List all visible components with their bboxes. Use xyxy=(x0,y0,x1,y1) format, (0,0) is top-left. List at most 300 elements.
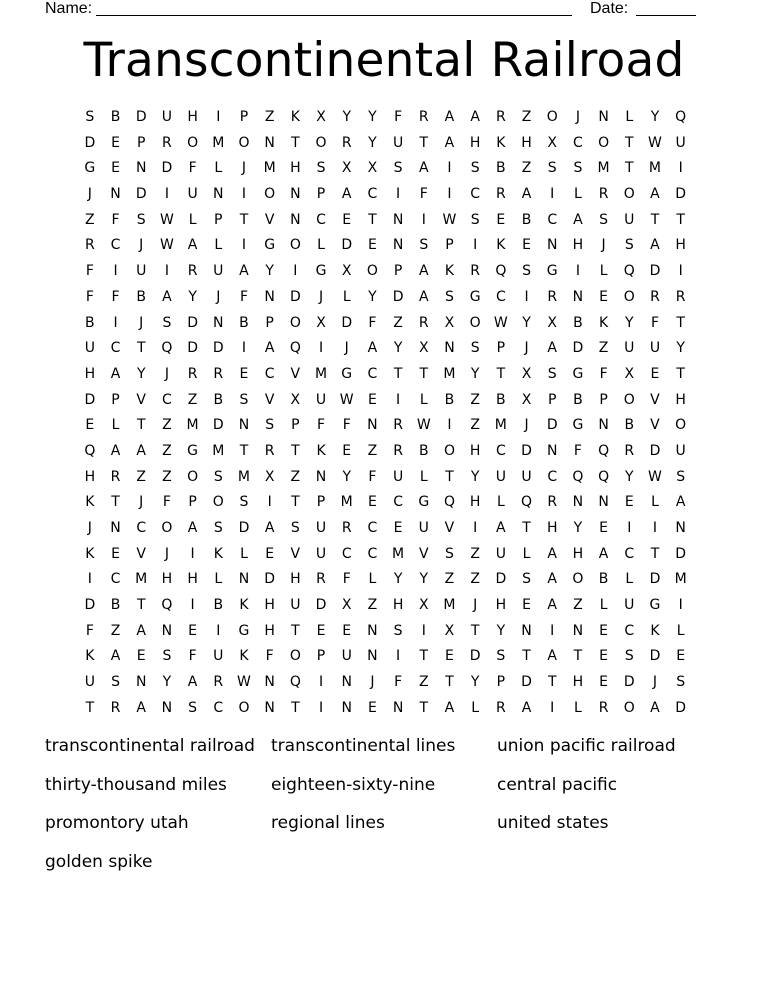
grid-letter[interactable]: X xyxy=(547,314,558,331)
grid-letter[interactable]: D xyxy=(469,648,481,665)
grid-letter[interactable]: X xyxy=(341,597,352,614)
grid-letter[interactable]: A xyxy=(110,648,121,665)
grid-letter[interactable]: M xyxy=(340,494,353,511)
grid-letter[interactable]: M xyxy=(674,571,687,588)
grid-letter[interactable]: B xyxy=(110,597,121,614)
grid-letter[interactable]: H xyxy=(469,442,481,459)
grid-letter[interactable]: G xyxy=(469,288,481,305)
grid-letter[interactable]: A xyxy=(675,494,686,511)
grid-letter[interactable]: X xyxy=(418,597,429,614)
grid-letter[interactable]: D xyxy=(623,674,635,691)
grid-letter[interactable]: S xyxy=(393,160,403,177)
grid-letter[interactable]: N xyxy=(264,134,275,151)
grid-letter[interactable]: T xyxy=(445,468,454,485)
grid-letter[interactable]: A xyxy=(521,699,532,716)
grid-letter[interactable]: I xyxy=(87,571,92,588)
grid-letter[interactable]: X xyxy=(316,109,326,125)
grid-letter[interactable]: A xyxy=(573,211,583,228)
grid-letter[interactable]: N xyxy=(290,186,301,203)
grid-letter[interactable]: S xyxy=(470,211,480,228)
grid-letter[interactable]: H xyxy=(84,468,96,485)
grid-letter[interactable]: G xyxy=(187,442,199,459)
grid-letter[interactable]: R xyxy=(316,571,326,588)
grid-letter[interactable]: D xyxy=(135,109,147,125)
date-input-line[interactable] xyxy=(636,15,696,16)
grid-letter[interactable]: F xyxy=(85,622,94,639)
grid-letter[interactable]: B xyxy=(418,442,429,459)
grid-letter[interactable]: I xyxy=(318,674,324,691)
grid-letter[interactable]: Z xyxy=(521,109,532,125)
grid-letter[interactable]: Z xyxy=(136,468,147,485)
grid-letter[interactable]: D xyxy=(649,571,661,588)
grid-letter[interactable]: A xyxy=(650,186,660,203)
grid-letter[interactable]: U xyxy=(315,520,327,536)
grid-letter[interactable]: N xyxy=(392,699,404,716)
grid-letter[interactable]: O xyxy=(238,699,250,716)
grid-letter[interactable]: N xyxy=(572,494,584,511)
grid-letter[interactable]: N xyxy=(392,211,404,228)
grid-letter[interactable]: X xyxy=(547,134,558,151)
grid-letter[interactable]: I xyxy=(190,597,195,614)
grid-letter[interactable]: W xyxy=(159,211,174,228)
grid-letter[interactable]: K xyxy=(85,545,95,562)
grid-letter[interactable]: H xyxy=(572,674,584,691)
grid-letter[interactable]: D xyxy=(315,597,327,614)
grid-letter[interactable]: T xyxy=(136,597,146,614)
grid-letter[interactable]: D xyxy=(135,186,147,203)
grid-letter[interactable]: G xyxy=(315,263,327,280)
grid-letter[interactable]: W xyxy=(648,134,662,151)
grid-letter[interactable]: A xyxy=(496,520,506,536)
grid-letter[interactable]: I xyxy=(113,314,118,331)
grid-letter[interactable]: H xyxy=(84,365,96,382)
grid-letter[interactable]: I xyxy=(421,211,426,228)
grid-letter[interactable]: N xyxy=(213,314,224,331)
grid-letter[interactable]: I xyxy=(318,699,324,716)
grid-letter[interactable]: N xyxy=(675,520,686,536)
grid-letter[interactable]: A xyxy=(650,699,660,716)
grid-letter[interactable]: A xyxy=(187,237,198,254)
grid-letter[interactable]: C xyxy=(136,520,147,536)
grid-letter[interactable]: J xyxy=(344,340,349,357)
grid-letter[interactable]: M xyxy=(597,160,610,177)
grid-letter[interactable]: S xyxy=(470,340,480,357)
grid-letter[interactable]: N xyxy=(367,417,378,434)
grid-letter[interactable]: T xyxy=(419,365,429,382)
grid-letter[interactable]: R xyxy=(470,263,481,280)
grid-letter[interactable]: Y xyxy=(419,571,429,588)
grid-letter[interactable]: F xyxy=(111,211,120,228)
grid-letter[interactable]: H xyxy=(161,571,173,588)
grid-letter[interactable]: J xyxy=(652,674,658,691)
grid-letter[interactable]: H xyxy=(546,520,558,536)
grid-letter[interactable]: E xyxy=(650,365,660,382)
grid-letter[interactable]: Z xyxy=(470,417,480,434)
grid-letter[interactable]: N xyxy=(238,571,250,588)
grid-letter[interactable]: H xyxy=(572,237,584,254)
grid-letter[interactable]: B xyxy=(573,391,583,408)
grid-letter[interactable]: V xyxy=(444,520,455,536)
grid-letter[interactable]: I xyxy=(447,160,452,177)
grid-letter[interactable]: A xyxy=(239,263,249,280)
grid-letter[interactable]: G xyxy=(572,417,584,434)
grid-letter[interactable]: J xyxy=(87,520,92,536)
grid-letter[interactable]: K xyxy=(496,134,506,151)
grid-letter[interactable]: O xyxy=(161,520,173,536)
grid-letter[interactable]: C xyxy=(316,211,326,228)
grid-letter[interactable]: X xyxy=(290,391,301,408)
grid-letter[interactable]: L xyxy=(214,237,223,254)
grid-letter[interactable]: L xyxy=(522,545,531,562)
grid-letter[interactable]: Y xyxy=(393,340,403,357)
grid-letter[interactable]: L xyxy=(651,494,659,511)
grid-letter[interactable]: C xyxy=(367,545,378,562)
grid-letter[interactable]: F xyxy=(419,186,428,203)
grid-letter[interactable]: R xyxy=(418,314,429,331)
grid-letter[interactable]: S xyxy=(111,674,120,691)
grid-letter[interactable]: A xyxy=(341,186,352,203)
grid-letter[interactable]: E xyxy=(239,365,249,382)
grid-letter[interactable]: H xyxy=(675,391,686,408)
grid-letter[interactable]: Y xyxy=(188,288,197,305)
grid-letter[interactable]: F xyxy=(162,494,171,511)
grid-letter[interactable]: J xyxy=(139,314,144,331)
grid-letter[interactable]: E xyxy=(111,545,120,562)
grid-letter[interactable]: R xyxy=(84,237,95,254)
grid-letter[interactable]: H xyxy=(187,571,198,588)
grid-letter[interactable]: R xyxy=(624,442,635,459)
grid-letter[interactable]: Z xyxy=(521,160,532,177)
grid-letter[interactable]: V xyxy=(136,391,146,408)
grid-letter[interactable]: I xyxy=(241,237,247,254)
grid-letter[interactable]: I xyxy=(652,520,658,536)
grid-letter[interactable]: J xyxy=(473,597,478,614)
grid-letter[interactable]: Y xyxy=(470,674,480,691)
grid-letter[interactable]: T xyxy=(239,442,249,459)
grid-letter[interactable]: Z xyxy=(290,468,301,485)
grid-letter[interactable]: I xyxy=(575,263,580,280)
grid-letter[interactable]: D xyxy=(572,340,584,357)
grid-letter[interactable]: U xyxy=(495,545,506,562)
grid-letter[interactable]: D xyxy=(187,340,198,357)
grid-letter[interactable]: T xyxy=(136,417,146,434)
grid-letter[interactable]: A xyxy=(136,442,146,459)
grid-letter[interactable]: U xyxy=(290,597,301,614)
grid-letter[interactable]: Z xyxy=(418,674,429,691)
grid-letter[interactable]: T xyxy=(496,365,506,382)
grid-letter[interactable]: T xyxy=(470,622,480,639)
grid-letter[interactable]: Q xyxy=(289,340,301,357)
grid-letter[interactable]: N xyxy=(572,622,584,639)
grid-letter[interactable]: A xyxy=(598,545,609,562)
grid-letter[interactable]: P xyxy=(316,648,326,665)
grid-letter[interactable]: C xyxy=(367,186,378,203)
name-input-line[interactable] xyxy=(96,15,572,16)
grid-letter[interactable]: R xyxy=(598,699,609,716)
grid-letter[interactable]: F xyxy=(188,648,197,665)
grid-letter[interactable]: N xyxy=(110,520,121,536)
grid-letter[interactable]: J xyxy=(139,237,144,254)
grid-letter[interactable]: S xyxy=(85,109,95,125)
grid-letter[interactable]: P xyxy=(265,314,274,331)
grid-letter[interactable]: M xyxy=(443,365,456,382)
grid-letter[interactable]: Y xyxy=(368,134,377,151)
grid-letter[interactable]: B xyxy=(624,417,635,434)
grid-letter[interactable]: T xyxy=(573,648,583,665)
grid-letter[interactable]: B xyxy=(85,314,95,331)
grid-letter[interactable]: K xyxy=(239,648,249,665)
grid-letter[interactable]: D xyxy=(212,417,224,434)
grid-letter[interactable]: W xyxy=(416,417,431,434)
grid-letter[interactable]: Z xyxy=(573,597,583,614)
grid-letter[interactable]: R xyxy=(213,365,224,382)
grid-letter[interactable]: E xyxy=(367,699,377,716)
grid-letter[interactable]: X xyxy=(418,340,429,357)
grid-letter[interactable]: S xyxy=(522,571,531,588)
grid-letter[interactable]: J xyxy=(575,109,580,125)
grid-letter[interactable]: D xyxy=(521,442,532,459)
grid-letter[interactable]: W xyxy=(339,391,354,408)
grid-letter[interactable]: U xyxy=(84,674,95,691)
grid-letter[interactable]: F xyxy=(265,648,274,665)
grid-letter[interactable]: D xyxy=(238,520,250,536)
grid-letter[interactable]: F xyxy=(368,314,377,331)
grid-letter[interactable]: Z xyxy=(162,417,172,434)
grid-letter[interactable]: Q xyxy=(623,263,635,280)
grid-letter[interactable]: G xyxy=(264,237,276,254)
grid-letter[interactable]: A xyxy=(367,340,378,357)
grid-letter[interactable]: D xyxy=(675,545,687,562)
grid-letter[interactable]: J xyxy=(87,186,92,203)
grid-letter[interactable]: A xyxy=(264,340,275,357)
grid-letter[interactable]: E xyxy=(599,674,609,691)
grid-letter[interactable]: S xyxy=(624,648,634,665)
grid-letter[interactable]: M xyxy=(186,417,199,434)
grid-letter[interactable]: K xyxy=(213,545,223,562)
grid-letter[interactable]: I xyxy=(550,699,555,716)
grid-letter[interactable]: G xyxy=(572,365,584,382)
grid-letter[interactable]: Y xyxy=(625,314,634,331)
grid-letter[interactable]: U xyxy=(521,468,532,485)
grid-letter[interactable]: Y xyxy=(393,571,403,588)
grid-letter[interactable]: N xyxy=(546,442,558,459)
grid-letter[interactable]: Q xyxy=(495,263,507,280)
grid-letter[interactable]: B xyxy=(496,391,506,408)
grid-letter[interactable]: M xyxy=(443,597,456,614)
grid-letter[interactable]: B xyxy=(496,160,506,177)
grid-letter[interactable]: P xyxy=(496,340,506,357)
grid-letter[interactable]: N xyxy=(315,468,327,485)
grid-letter[interactable]: R xyxy=(495,109,506,125)
grid-letter[interactable]: X xyxy=(444,622,455,639)
grid-letter[interactable]: Y xyxy=(676,340,685,357)
grid-letter[interactable]: T xyxy=(650,545,660,562)
grid-letter[interactable]: L xyxy=(214,160,223,177)
grid-letter[interactable]: W xyxy=(442,211,457,228)
grid-letter[interactable]: O xyxy=(598,134,610,151)
grid-letter[interactable]: R xyxy=(495,699,506,716)
grid-letter[interactable]: G xyxy=(238,622,250,639)
grid-letter[interactable]: L xyxy=(188,211,197,228)
grid-letter[interactable]: E xyxy=(599,622,609,639)
grid-letter[interactable]: N xyxy=(290,211,301,228)
grid-letter[interactable]: U xyxy=(649,340,661,357)
grid-letter[interactable]: K xyxy=(444,263,455,280)
grid-letter[interactable]: P xyxy=(316,186,326,203)
grid-letter[interactable]: S xyxy=(393,622,403,639)
grid-letter[interactable]: S xyxy=(676,674,686,691)
grid-letter[interactable]: X xyxy=(367,160,378,177)
grid-letter[interactable]: O xyxy=(289,237,301,254)
grid-letter[interactable]: U xyxy=(624,597,635,614)
grid-letter[interactable]: A xyxy=(521,186,532,203)
grid-letter[interactable]: O xyxy=(289,648,301,665)
grid-letter[interactable]: V xyxy=(136,545,146,562)
grid-letter[interactable]: R xyxy=(187,365,198,382)
grid-letter[interactable]: B xyxy=(521,211,532,228)
grid-letter[interactable]: U xyxy=(161,109,173,125)
grid-letter[interactable]: G xyxy=(84,160,96,177)
grid-letter[interactable]: T xyxy=(291,622,300,639)
grid-letter[interactable]: F xyxy=(650,314,659,331)
grid-letter[interactable]: T xyxy=(291,134,300,151)
grid-letter[interactable]: U xyxy=(315,545,327,562)
grid-letter[interactable]: U xyxy=(418,520,429,536)
grid-letter[interactable]: D xyxy=(187,314,198,331)
grid-letter[interactable]: H xyxy=(264,622,275,639)
grid-letter[interactable]: X xyxy=(341,263,352,280)
grid-letter[interactable]: Y xyxy=(342,468,351,485)
grid-letter[interactable]: U xyxy=(624,211,635,228)
grid-letter[interactable]: Y xyxy=(573,520,583,536)
grid-letter[interactable]: E xyxy=(265,545,275,562)
grid-letter[interactable]: U xyxy=(392,468,404,485)
grid-letter[interactable]: E xyxy=(599,520,609,536)
grid-letter[interactable]: V xyxy=(264,391,275,408)
grid-letter[interactable]: Y xyxy=(470,365,480,382)
grid-letter[interactable]: D xyxy=(289,288,301,305)
grid-letter[interactable]: A xyxy=(547,545,557,562)
grid-letter[interactable]: M xyxy=(263,160,276,177)
grid-letter[interactable]: T xyxy=(239,211,249,228)
grid-letter[interactable]: C xyxy=(110,237,121,254)
grid-letter[interactable]: D xyxy=(341,237,353,254)
grid-letter[interactable]: J xyxy=(164,365,169,382)
grid-letter[interactable]: I xyxy=(550,622,555,639)
grid-letter[interactable]: Z xyxy=(598,340,609,357)
grid-letter[interactable]: T xyxy=(547,674,557,691)
grid-letter[interactable]: Q xyxy=(521,494,533,511)
grid-letter[interactable]: N xyxy=(110,186,121,203)
grid-letter[interactable]: U xyxy=(341,648,352,665)
grid-letter[interactable]: S xyxy=(624,237,634,254)
grid-letter[interactable]: O xyxy=(623,186,635,203)
grid-letter[interactable]: T xyxy=(291,494,300,511)
grid-letter[interactable]: Y xyxy=(265,263,274,280)
grid-letter[interactable]: P xyxy=(239,109,249,125)
grid-letter[interactable]: F xyxy=(599,365,608,382)
grid-letter[interactable]: L xyxy=(676,622,685,639)
grid-letter[interactable]: O xyxy=(289,314,301,331)
grid-letter[interactable]: N xyxy=(264,288,275,305)
grid-letter[interactable]: Q xyxy=(161,597,173,614)
grid-letter[interactable]: Y xyxy=(496,622,506,639)
grid-letter[interactable]: H xyxy=(521,134,532,151)
grid-letter[interactable]: A xyxy=(136,622,146,639)
grid-letter[interactable]: D xyxy=(649,442,661,459)
grid-letter[interactable]: M xyxy=(648,160,662,177)
grid-letter[interactable]: Q xyxy=(675,109,687,125)
grid-letter[interactable]: E xyxy=(599,648,609,665)
grid-letter[interactable]: E xyxy=(111,160,120,177)
grid-letter[interactable]: D xyxy=(161,160,173,177)
grid-letter[interactable]: X xyxy=(341,160,352,177)
grid-letter[interactable]: C xyxy=(470,186,481,203)
grid-letter[interactable]: A xyxy=(547,340,557,357)
grid-letter[interactable]: S xyxy=(573,160,583,177)
grid-letter[interactable]: S xyxy=(547,160,557,177)
grid-letter[interactable]: L xyxy=(496,494,505,511)
grid-letter[interactable]: I xyxy=(113,263,118,280)
grid-letter[interactable]: A xyxy=(547,597,557,614)
grid-letter[interactable]: X xyxy=(444,314,455,331)
grid-letter[interactable]: F xyxy=(342,417,351,434)
grid-letter[interactable]: M xyxy=(135,571,148,588)
grid-letter[interactable]: L xyxy=(625,571,634,588)
grid-letter[interactable]: T xyxy=(676,211,685,228)
grid-letter[interactable]: Z xyxy=(187,391,198,408)
grid-letter[interactable]: T xyxy=(625,134,634,151)
grid-letter[interactable]: O xyxy=(469,314,481,331)
grid-letter[interactable]: M xyxy=(494,417,507,434)
grid-letter[interactable]: I xyxy=(164,263,169,280)
grid-letter[interactable]: E xyxy=(676,648,686,665)
grid-letter[interactable]: J xyxy=(318,288,324,305)
grid-letter[interactable]: X xyxy=(264,468,275,485)
grid-letter[interactable]: H xyxy=(469,134,481,151)
grid-letter[interactable]: E xyxy=(85,417,95,434)
grid-letter[interactable]: F xyxy=(85,288,94,305)
grid-letter[interactable]: N xyxy=(598,417,609,434)
grid-letter[interactable]: R xyxy=(341,134,352,151)
grid-letter[interactable]: E xyxy=(496,211,506,228)
grid-letter[interactable]: S xyxy=(162,314,172,331)
grid-letter[interactable]: R xyxy=(162,134,172,151)
grid-letter[interactable]: Q xyxy=(598,442,610,459)
grid-letter[interactable]: Q xyxy=(572,468,584,485)
grid-letter[interactable]: A xyxy=(187,520,198,536)
grid-letter[interactable]: R xyxy=(393,442,403,459)
grid-letter[interactable]: D xyxy=(264,571,276,588)
grid-letter[interactable]: A xyxy=(650,237,660,254)
grid-letter[interactable]: J xyxy=(216,288,221,305)
grid-letter[interactable]: D xyxy=(392,288,404,305)
grid-letter[interactable]: Y xyxy=(342,109,351,125)
grid-letter[interactable]: L xyxy=(111,417,120,434)
grid-letter[interactable]: R xyxy=(675,288,686,305)
grid-letter[interactable]: H xyxy=(675,237,686,254)
grid-letter[interactable]: X xyxy=(521,365,532,382)
grid-letter[interactable]: R xyxy=(547,288,558,305)
grid-letter[interactable]: C xyxy=(624,545,635,562)
grid-letter[interactable]: I xyxy=(678,263,683,280)
grid-letter[interactable]: T xyxy=(650,211,660,228)
grid-letter[interactable]: F xyxy=(394,674,403,691)
grid-letter[interactable]: V xyxy=(290,545,301,562)
grid-letter[interactable]: N xyxy=(367,622,378,639)
grid-letter[interactable]: H xyxy=(469,494,481,511)
grid-letter[interactable]: L xyxy=(317,237,325,254)
